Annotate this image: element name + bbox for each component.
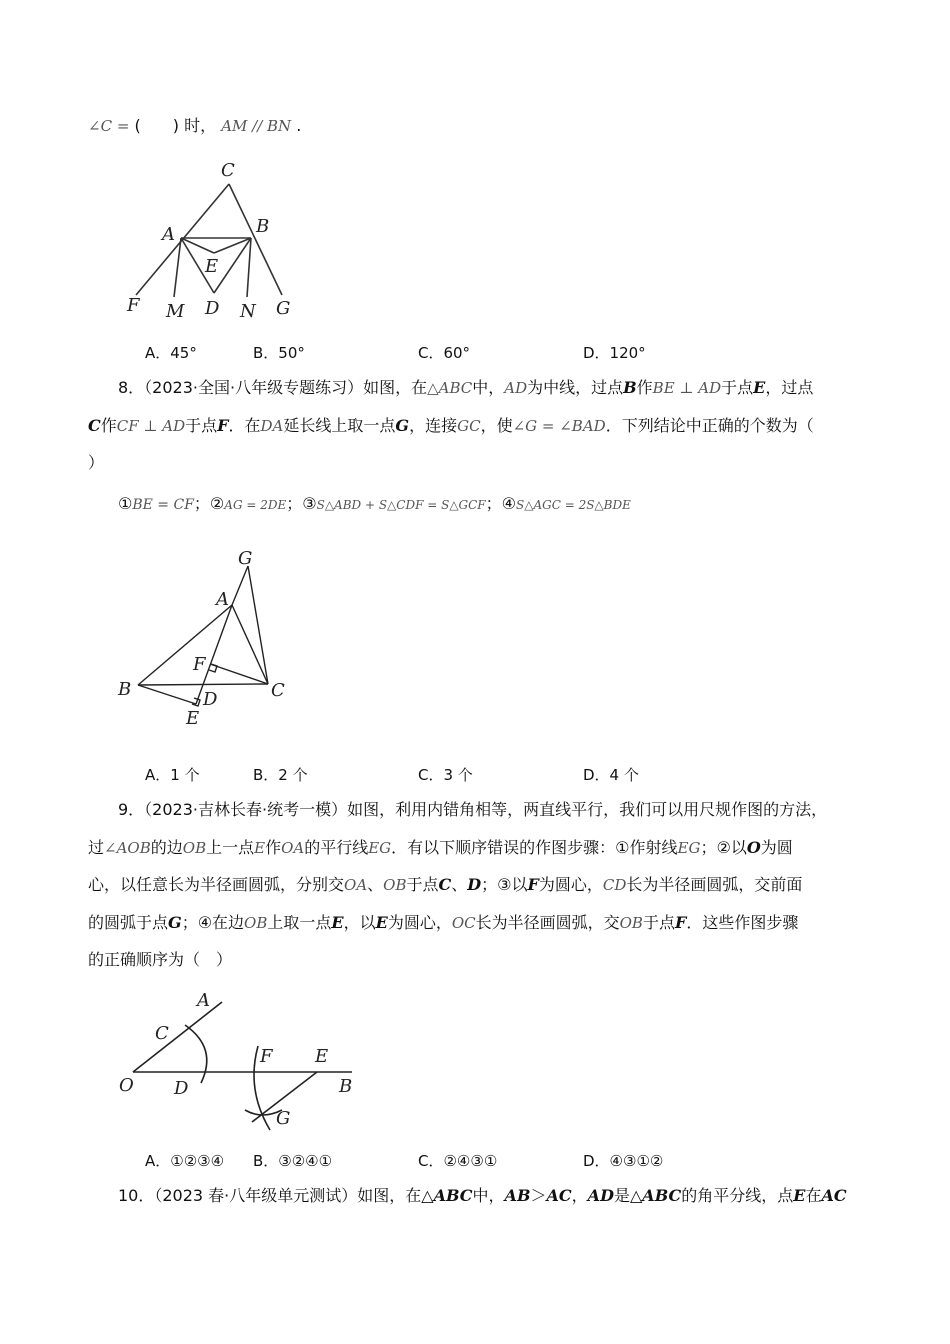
q8-line-3: ） (88, 453, 105, 472)
q9-label-b: B (339, 1076, 353, 1097)
q8-point: E (753, 378, 766, 397)
q9-text: 、 (451, 875, 468, 894)
q8-option-c[interactable]: C．3 个 (418, 766, 473, 784)
q7-label-d: D (205, 298, 220, 319)
q8-math: ∠G = ∠BAD (512, 417, 606, 435)
q8-text: 作 (636, 378, 653, 397)
q8-label-d: D (203, 689, 218, 710)
q8-label-f: F (193, 654, 206, 675)
q8-label-g: G (238, 548, 253, 569)
q9-text: 为圆心， (387, 913, 452, 932)
q9-math: E (254, 839, 266, 857)
q9-math: OB (619, 914, 643, 932)
q9-point: F (527, 875, 539, 894)
q10-text: ， (571, 1186, 588, 1205)
q9-option-b[interactable]: B．③②④① (253, 1152, 333, 1170)
q9-point: D (467, 875, 482, 894)
q10-point: E (793, 1186, 806, 1205)
q7-label-e: E (205, 256, 219, 277)
q9-math: OA (281, 839, 305, 857)
q9-point: E (331, 913, 344, 932)
q10-text: 在 (805, 1186, 822, 1205)
q7-label-c: C (221, 160, 235, 181)
q9-label-o: O (119, 1075, 134, 1096)
q7-option-d[interactable]: D．120° (583, 344, 646, 362)
q10-point: AB (504, 1186, 531, 1205)
q8-math: GC (457, 417, 481, 435)
q8-option-b[interactable]: B．2 个 (253, 766, 308, 784)
q7-option-c[interactable]: C．60° (418, 344, 471, 362)
q9-label-a: A (197, 990, 210, 1011)
q9-text: 过 (88, 838, 105, 857)
q8-math: CF ⊥ AD (116, 417, 186, 435)
q8-mark: ；③ (286, 494, 317, 513)
q8-text: 于点 (721, 378, 754, 397)
q8-conclusion-3: S△ABD + S△CDF = S△GCF (316, 498, 486, 512)
q8-option-d[interactable]: D．4 个 (583, 766, 639, 784)
q9-text: 为圆 (760, 838, 793, 857)
q7-end: . (296, 116, 302, 135)
q9-text: 作 (265, 838, 282, 857)
q8-point: C (88, 416, 101, 435)
q10-text: 的角平分线，点 (681, 1186, 794, 1205)
q9-text: 的圆弧于点 (88, 913, 169, 932)
q9-text: 心，以任意长为半径画圆弧，分别交 (88, 875, 345, 894)
q9-text: 于点 (642, 913, 675, 932)
q9-point: F (674, 913, 687, 932)
q9-text: ．有以下顺序错误的作图步骤：①作射线 (391, 838, 678, 857)
q9-text: 长为半径画圆弧，交前面 (626, 875, 803, 894)
q9-text: 上取一点 (267, 913, 332, 932)
q9-line-1: 9．（2023·吉林长春·统考一模）如图，利用内错角相等，两直线平行，我们可以用尺规作图的方法， (118, 800, 828, 819)
q9-math: OB (244, 914, 268, 932)
q8-text: 为中线，过点 (527, 378, 624, 397)
q9-text: 为圆心， (538, 875, 603, 894)
q8-conclusion-4: S△AGC = 2S△BDE (516, 498, 631, 512)
q8-math: DA (260, 417, 284, 435)
q10-text: 中， (472, 1186, 505, 1205)
q10-point: AC (821, 1186, 847, 1205)
q8-text: ，过点 (765, 378, 814, 397)
q8-label-e: E (186, 708, 200, 729)
q9-label-g: G (276, 1108, 291, 1129)
q8-point: G (395, 416, 410, 435)
q10-line-1 (118, 1186, 847, 1206)
q9-text: ；④在边 (181, 913, 245, 932)
q9-math: EG (677, 839, 701, 857)
q10-text: 是△ (613, 1186, 643, 1205)
q9-point: G (168, 913, 182, 932)
q8-conclusion-1: BE = CF (132, 497, 194, 513)
q8-mark: ；④ (485, 494, 516, 513)
q10-point: ABC (433, 1186, 473, 1205)
q8-mark: ① (118, 494, 133, 513)
q10-point: AC (546, 1186, 572, 1205)
q8-text: 于点 (185, 416, 218, 435)
q8-point: B (623, 378, 637, 397)
q9-math: CD (602, 876, 627, 894)
q9-text: 上一点 (206, 838, 255, 857)
q9-label-c: C (155, 1023, 169, 1044)
q9-text: 的边 (150, 838, 183, 857)
q9-point: O (746, 838, 761, 857)
q9-point: E (375, 913, 388, 932)
q8-point: F (217, 416, 229, 435)
q8-math: AD (504, 379, 528, 397)
q9-option-c[interactable]: C．②④③① (418, 1152, 498, 1170)
q9-math: OB (383, 876, 407, 894)
q8-conclusion-2: AG = 2DE (224, 498, 287, 512)
q7-label-a: A (162, 224, 175, 245)
q7-angle-c: ∠C = (88, 117, 130, 135)
q8-text: ，连接 (409, 416, 458, 435)
q9-text: 于点 (406, 875, 439, 894)
q7-label-m: M (166, 301, 185, 322)
q8-text: 中， (472, 378, 505, 397)
q9-option-d[interactable]: D．④③①② (583, 1152, 664, 1170)
q9-math: OA (344, 876, 368, 894)
q7-label-b: B (256, 216, 270, 237)
q8-label-c: C (271, 680, 285, 701)
q9-point: C (438, 875, 452, 894)
q7-label-g: G (276, 298, 291, 319)
q7-paren: ( ) (134, 116, 179, 135)
q8-text: 延长线上取一点 (283, 416, 396, 435)
q7-option-a[interactable]: A．45° (145, 344, 197, 362)
q10-text: 10．（2023 春·八年级单元测试）如图，在△ (118, 1186, 434, 1205)
q9-text: ，以 (343, 913, 376, 932)
q10-point: ABC (642, 1186, 682, 1205)
q10-text: ＞ (530, 1186, 547, 1205)
q7-option-b[interactable]: B．50° (253, 344, 305, 362)
q8-math: △ABC (427, 379, 473, 397)
q9-math: ∠AOB (104, 839, 151, 857)
q9-math: OC (451, 914, 476, 932)
q9-text: ；③以 (481, 875, 528, 894)
q9-label-e: E (315, 1046, 329, 1067)
q10-point: AD (587, 1186, 614, 1205)
q9-text: ；②以 (700, 838, 747, 857)
q9-option-a[interactable]: A．①②③④ (145, 1152, 225, 1170)
q7-when: 时， (184, 116, 217, 135)
q8-label-b: B (118, 679, 132, 700)
q8-mark: ；② (193, 494, 225, 513)
q9-label-f: F (260, 1046, 273, 1067)
q9-math: OB (182, 839, 207, 857)
q8-text: ．在 (228, 416, 261, 435)
q9-text: 、 (367, 875, 384, 894)
q8-text: ．下列结论中正确的个数为（ (605, 416, 814, 435)
q9-text: 的平行线 (304, 838, 369, 857)
q8-text: ，使 (480, 416, 513, 435)
q9-label-d: D (174, 1078, 189, 1099)
q7-label-n: N (240, 301, 256, 322)
q9-text: ．这些作图步骤 (686, 913, 799, 932)
q7-label-f: F (127, 295, 140, 316)
q8-label-a: A (216, 589, 229, 610)
q9-text: 长为半径画圆弧，交 (475, 913, 620, 932)
q7-parallel: AM // BN (221, 117, 292, 135)
q8-source: 8．（2023·全国·八年级专题练习）如图，在 (118, 378, 428, 397)
q8-text: 作 (100, 416, 117, 435)
q9-math: EG (368, 839, 392, 857)
q8-math: BE ⊥ AD (652, 379, 722, 397)
q8-option-a[interactable]: A．1 个 (145, 766, 200, 784)
q9-line-5: 的正确顺序为（ ） (88, 950, 233, 969)
